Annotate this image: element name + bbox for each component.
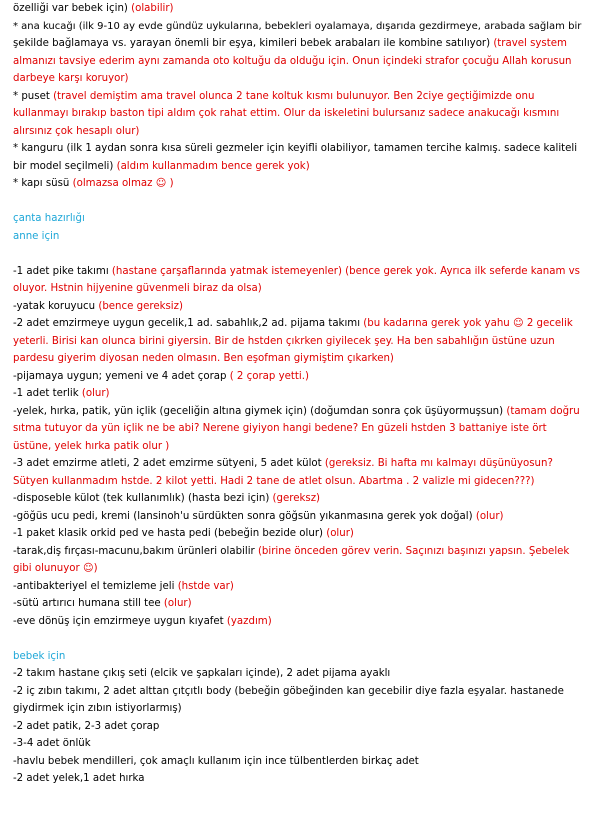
body-text: giydirmek için zıbın istiyorlarmış) <box>13 703 182 714</box>
text-line <box>13 175 588 193</box>
body-text: -tarak,diş fırçası-macunu,bakım ürünleri olabilir <box>13 545 258 557</box>
blank-line <box>13 630 588 648</box>
text-line <box>13 578 588 596</box>
text-line <box>13 525 588 543</box>
body-text: -yelek, hırka, patik, yün içlik (geceliğin altına giymek için) (doğumdan sonra çok üşüyormuşsun) <box>13 405 507 417</box>
text-line <box>13 700 588 718</box>
text-line <box>13 420 588 438</box>
text-line <box>13 385 588 403</box>
body-text: * puset <box>13 90 54 102</box>
body-text: -sütü artırıcı humana still tee <box>13 598 164 609</box>
body-text: -3 adet emzirme atleti, 2 adet emzirme sütyeni, 5 adet külot <box>13 458 325 469</box>
red-comment-text: (hastane çarşaflarında yatmak istemeyenler) (bence gerek yok. Ayrıca ilk seferde kanam vs <box>111 265 580 277</box>
red-comment-text: (gereksz) <box>272 493 321 504</box>
body-text: -1 paket klasik orkid ped ve hasta pedi (bebeğin bezide olur) <box>13 528 327 539</box>
red-comment-text: sıtma tutuyor da yün içlik ne be abi? Nerene giyiyon hangi bedene? En güzeli hstden 3 battaniye iste ört <box>13 423 547 434</box>
red-comment-text: (olur) <box>326 528 354 539</box>
text-line <box>13 473 588 491</box>
red-comment-text: yeterli. Birisi kan olunca birini giyersin. Bir de hstden çıkrken giyilecek şey. Ha ben sabahlığın üstüne uzun <box>13 335 555 347</box>
red-comment-text: oluyor. Hstnin hijyenine güvenmeli biraz da olsa) <box>13 283 262 294</box>
text-line <box>13 543 588 561</box>
red-comment-text: darbeye karşı koruyor) <box>13 73 129 84</box>
body-text: -2 adet emzirmeye uygun gecelik,1 ad. sabahlık,2 ad. pijama takımı <box>13 318 364 329</box>
text-line <box>13 140 588 158</box>
text-line <box>13 490 588 508</box>
text-line <box>13 298 588 316</box>
body-text: bir model seçilmeli) <box>13 160 117 172</box>
body-text: -2 takım hastane çıkış seti (elcik ve şapkaları içinde), 2 adet pijama ayaklı <box>13 668 391 679</box>
body-text: şekilde bağlamaya vs. yarayan önemli bir eşya, kimileri bebek arabaları ile kombine satılıyor) <box>13 38 494 49</box>
red-comment-text: gibi olunuyor ☺) <box>13 563 98 574</box>
body-text: -pijamaya uygun; yemeni ve 4 adet çorap <box>13 370 230 382</box>
body-text: * ana kucağı (ilk 9-10 ay evde gündüz uykularına, bebekleri oyalamaya, dışarıda gezdirmeye, arabada sağlam bir <box>13 20 582 32</box>
blank-line <box>13 245 588 263</box>
text-line <box>13 403 588 421</box>
red-comment-text: (olmazsa olmaz ☺ ) <box>72 178 174 189</box>
text-line <box>13 683 588 701</box>
red-comment-text: (yazdım) <box>226 615 272 627</box>
body-text: -antibakteriyel el temizleme jeli <box>13 580 178 592</box>
text-line <box>13 53 588 71</box>
text-line <box>13 333 588 351</box>
text-line <box>13 438 588 456</box>
red-comment-text: ( 2 çorap yetti.) <box>229 370 309 382</box>
red-comment-text: (travel demiştim ama travel olunca 2 tane koltuk kısmı bulunuyor. Ben 2ciye geçtiğimizde onu <box>53 90 535 102</box>
red-comment-text: (travel system <box>493 38 567 49</box>
red-comment-text: almanızı tavsiye ederim aynı zamanda oto koltuğu da olduğu için. Onun içindeki strafor çocuğu Allah korusun <box>13 55 572 67</box>
blank-line <box>13 193 588 211</box>
body-text: -disposeble külot (tek kullanımlık) (hasta bezi için) <box>13 493 273 504</box>
heading-text: anne için <box>13 230 60 242</box>
text-line <box>13 560 588 578</box>
red-comment-text: (aldım kullanmadım bence gerek yok) <box>116 160 310 172</box>
red-comment-text: (bu kadarına gerek yok yahu ☺ 2 gecelik <box>363 318 573 329</box>
text-line <box>13 735 588 753</box>
body-text: -2 adet patik, 2-3 adet çorap <box>13 720 160 732</box>
text-line <box>13 718 588 736</box>
body-text: -2 iç zıbın takımı, 2 adet alttan çıtçıtlı body (bebeğin göbeğinden kan gecebilir diye fazla eşyalar. hastanede <box>13 685 564 697</box>
red-comment-text: (olur) <box>163 598 192 609</box>
text-line <box>13 315 588 333</box>
red-comment-text: Sütyen kullanmadım hstde. 2 kilot yetti. Hadi 2 tane de atlet olsun. Abartma . 2 valizle mi gidecen???) <box>13 475 535 487</box>
heading-text: çanta hazırlığı <box>13 213 85 224</box>
body-text: -eve dönüş için emzirmeye uygun kıyafet <box>13 615 227 627</box>
text-line <box>13 595 588 613</box>
text-line <box>13 613 588 631</box>
body-text: * kapı süsü <box>13 178 73 189</box>
text-line <box>13 350 588 368</box>
heading-text: bebek için <box>13 650 66 662</box>
section-heading <box>13 210 588 228</box>
text-line <box>13 508 588 526</box>
text-line <box>13 368 588 386</box>
red-comment-text: (hstde var) <box>177 580 234 592</box>
body-text: -3-4 adet önlük <box>13 738 91 749</box>
text-line <box>13 123 588 141</box>
red-comment-text: pardesu giyerim diyosan neden olmasın. Ben eşofman giymiştim çıkarken) <box>13 353 394 364</box>
text-line <box>13 18 588 36</box>
body-text: -göğüs ucu pedi, kremi (lansinoh'u sürdükten sonra göğsün yıkanmasına gerek yok doğal) <box>13 510 476 522</box>
text-line <box>13 158 588 176</box>
text-line <box>13 770 588 788</box>
body-text: * kanguru (ilk 1 aydan sonra kısa süreli gezmeler için keyifli olabiliyor, tamamen tercihe kalmış. sadece kaliteli <box>13 143 578 154</box>
text-line <box>13 70 588 88</box>
text-line <box>13 263 588 281</box>
text-line <box>13 280 588 298</box>
red-comment-text: üstüne, yelek hırka patik olur ) <box>13 440 170 452</box>
document-body <box>13 0 588 788</box>
red-comment-text: (tamam doğru <box>506 405 580 417</box>
red-comment-text: (olabilir) <box>131 3 174 14</box>
red-comment-text: (birine önceden görev verin. Saçınızı başınızı yapsın. Şebelek <box>257 545 570 557</box>
red-comment-text: kullanmayı bırakıp baston tipi aldım çok rahat ettim. Olur da iskeletini bulursanız sadece anakucağı kısmını <box>13 108 560 119</box>
body-text: -yatak koruyucu <box>13 300 99 312</box>
text-line <box>13 105 588 123</box>
text-line <box>13 665 588 683</box>
text-line <box>13 88 588 106</box>
body-text: -1 adet terlik <box>13 388 82 399</box>
text-line <box>13 753 588 771</box>
red-comment-text: (olur) <box>81 388 110 399</box>
red-comment-text: (olur) <box>475 510 504 522</box>
red-comment-text: alırsınız çok hesaplı olur) <box>13 125 140 137</box>
text-line <box>13 455 588 473</box>
red-comment-text: (bence gereksiz) <box>98 300 183 312</box>
section-heading <box>13 228 588 246</box>
body-text: -1 adet pike takımı <box>13 265 112 277</box>
body-text: -2 adet yelek,1 adet hırka <box>13 773 145 784</box>
body-text: -havlu bebek mendilleri, çok amaçlı kullanım için ince tülbentlerden birkaç adet <box>13 755 419 767</box>
text-line <box>13 0 588 18</box>
text-line <box>13 35 588 53</box>
section-heading <box>13 648 588 666</box>
red-comment-text: (gereksiz. Bi hafta mı kalmayı düşünüyosun? <box>324 458 553 469</box>
body-text: özelliği var bebek için) <box>13 3 132 14</box>
